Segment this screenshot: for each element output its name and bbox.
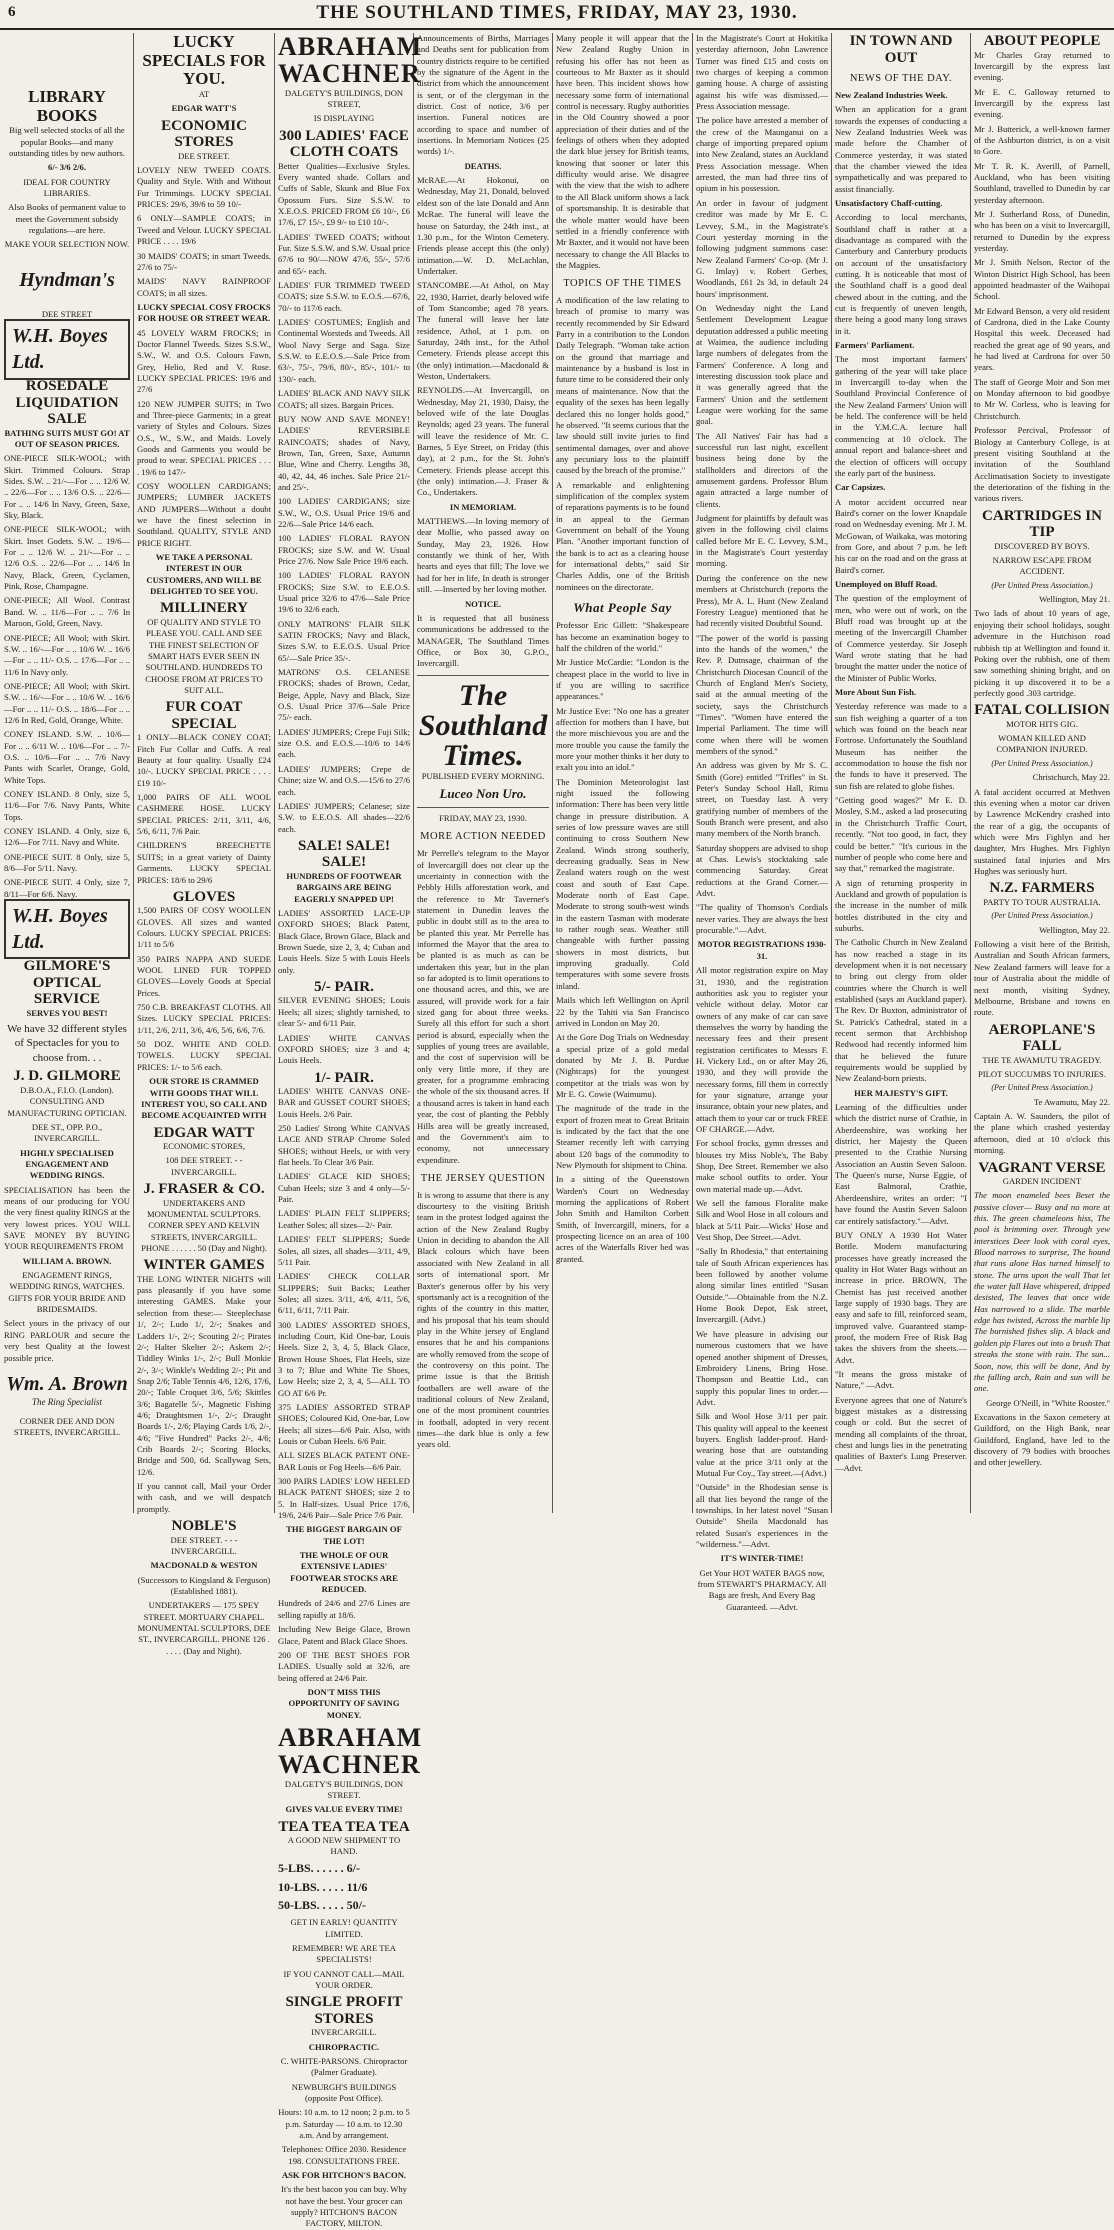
- wachner-address: DALGETY'S BUILDINGS, DON STREET.: [284, 1778, 404, 1800]
- listing: Hundreds of 24/6 and 27/6 Lines are selling rapidly at 18/6.: [278, 1598, 410, 1620]
- brown-logo: Wm. A. Brown The Ring Specialist: [6, 1372, 128, 1408]
- news-subhead: Unsatisfactory Chaff-cutting.: [835, 197, 943, 208]
- news-subhead: New Zealand Industries Week.: [835, 89, 948, 100]
- listing: 300 LADIES' ASSORTED SHOES, including Court, Kid One-bar, Louis Heels. Size 2, 3, 4, 5, Black Glace, Brown House Shoes, Flat Heels, size 3 to 7; Blue and White Tie Shoes, Low Heels; size 2, 3, 4, 5—ALL TO GO AT 6/6 Pr.: [278, 1319, 410, 1398]
- aeroplane-heading: AEROPLANE'S FALL: [988, 1021, 1096, 1055]
- memoriam-heading: IN MEMORIAM.: [449, 501, 517, 512]
- column-6: [696, 33, 828, 1612]
- listing: ONE-PIECE; All Wool; with Skirt. S.W. .. 16/-—For .. .. 10/6 W. .. 16/6—For .. .. 11/- O.S. .. 18/6—For .. .. 12/6 In Red, Gold, Orange, White.: [4, 680, 130, 725]
- advert-text: All motor registration expire on May 31, 1930, and the registration authorities ask you to register your vehicle without delay. Motor car owners of any make of car can save themselves the worry by handing the necessary fees and their present registration certificates to Messrs F. H. Vickery Ltd., on or after May 26, 1930, and they will provide the necessary forms, fill them in correctly for your signature, arrange your insurance, obtain your new plates, and attach them to your car or truck FREE OF CHARGE.—Advt.: [696, 965, 828, 1134]
- single-profit-heading: SINGLE PROFIT STORES: [285, 1994, 403, 2027]
- poem-text: The moon enameled bees Beset the passive clover— Busy and no more at this. The green chameleons hiss, The pool is brimming over. Through yew interstices Deer look with coral eyes, Blood narrows to surprise, The hound that runs alone Has turned himself to stone. The urns upon the wall That let the water fall Have whispered, dripped desisted, The leaves that once wide Has narrowed to a slide. The marble edge has twisted, Across the marble lip The burnished fishes slip. A black and golden pip Flares out into a brush That streaks the stone with rain. The sun... Soon, now, this will be done, And by the falling arch, Rain and sun will be one.: [974, 1190, 1110, 1394]
- listing: ONE-PIECE SUIT. 4 Only, size 7, 8/11—For 6/6. Navy.: [4, 877, 130, 899]
- brown-name: WILLIAM A. BROWN.: [22, 1255, 112, 1266]
- article-text: During the conference on the new members at Christchurch (reports the Press), Mr A. L. Hunt (New Zealand Forestry League) mentioned that he had recently visited Doubtful Sound.: [696, 572, 828, 629]
- library-country: IDEAL FOR COUNTRY LIBRARIES.: [23, 176, 111, 199]
- bacon-text: It's the best bacon you can buy. Why not have the best. Your grocer can supply? HITCHON'S BACON FACTORY, MILTON.: [281, 2184, 407, 2229]
- section-heading: DON'T MISS THIS OPPORTUNITY OF SAVING MONEY.: [288, 1686, 400, 1720]
- registrations-heading: MOTOR REGISTRATIONS 1930-31.: [697, 939, 827, 961]
- section-heading: THE WHOLE OF OUR EXTENSIVE LADIES' FOOTWEAR STOCKS ARE REDUCED.: [290, 1550, 398, 1595]
- advert-text: BUY ONLY A 1930 Hot Water Bottle. Modern manufacturing processes have greatly increased the quality in Hot Water Bags without an increase in price. BROWN, The Chemist has just received another large supply of 1930 bags. They are easy and safe to fill, reinforced seam, improved valve. Guaranteed stamp-proof, the modern Free of Risk Bag takes the shivers from the sheets.—Advt.: [835, 1229, 967, 1365]
- people-item: Mr Charles Gray returned to Invercargill by the express last evening.: [974, 49, 1110, 83]
- column-rule: [692, 33, 693, 1513]
- winter-call: If you cannot call, Mail your Order with cash, and we will despatch promptly.: [137, 1480, 271, 1514]
- article-text: A fatal accident occurred at Methven this evening when a motor car driven by Lawrence McKendry crashed into the rear of a gig, the occupants of which were Mrs Fighlyn and her daughter, Mrs Hughes. Mrs Fighlyn sustained fatal injuries and Mrs Hughes was seriously hurt.: [974, 786, 1110, 877]
- people-item: Mr E. C. Galloway returned to Invercargill by the express last evening.: [974, 86, 1110, 120]
- column-2: [137, 32, 271, 1656]
- advert-text: Learning of the difficulties under which the district nurse of Crathie, in Aberdeenshire, was working her district, her Majesty the Queen presented to the Crathie Nursing Association an Austin Seven Saloon. The Queen's nurse, Nurse Eggie, of East Balmoral, Crathie, Aberdeenshire, writes an order: "I have found the Austin Seven Saloon car entirely satisfactory."—Advt.: [835, 1102, 967, 1226]
- listing: 6 ONLY—SAMPLE COATS; in Tweed and Velour. LUCKY SPECIAL PRICE . . . . 19/6: [137, 213, 271, 247]
- article-text: According to local merchants, Southland chaff is rather at a disadvantage as compared with the Canterbury and Canterbury products on account of the unsatisfactory cutting. It is noticeable that most of the Southland chaff is a good deal chewed about in the cutting, and the cut is frequently of uneven length, there being a good many long straws in it.: [835, 212, 967, 336]
- aeroplane-sub: PILOT SUCCUMBS TO INJURIES.: [978, 1068, 1106, 1079]
- dateline: Christchurch, May 22.: [1032, 772, 1110, 783]
- price-callout: 5/- PAIR.: [314, 978, 374, 995]
- listing: SILVER EVENING SHOES; Louis Heels; all sizes; slightly tarnished, to clear 5/- and 6/11 Pair.: [278, 995, 410, 1029]
- cartridges-sub: NARROW ESCAPE FROM ACCIDENT.: [992, 554, 1092, 577]
- tea-remember: REMEMBER! WE ARE TEA SPECIALISTS!: [291, 1942, 396, 1965]
- article-text: The question of the employment of men, who were out of work, on the Bluff road was brought up at the meeting of the Invercargill Chamber of Commerce yesterday. Sir Joseph Ward wrote stating that he had brought the matter under the notice of the Minister of Public Works.: [835, 593, 967, 683]
- coats-heading: 300 LADIES' FACE CLOTH COATS: [279, 127, 409, 161]
- tea-price: 50-LBS. . . . . 50/-: [278, 1898, 367, 1913]
- sale-heading: SALE! SALE! SALE!: [297, 837, 391, 871]
- column-5: [556, 33, 689, 1515]
- jersey-text: It is wrong to assume that there is any discourtesy to the visiting British team in the protest lodged against the action of the New Zealand Rugby Union in deciding to abandon the All Black colours which have been associated with New Zealand in all sorts of international sport. Mr Baxter's generous offer by his very sportsmanly act is a recognition of the rights of the country in this matter, and his proposal that his team should play in the White jersey of England ensures that he and his companions are wholly removed from the scope of the controversy on this point. The prime issue is that the British footballers are well aware of the traditional colours of New Zealand, one of the most prominent countries in football, adopted in very recent times—the dark blue is only a few years old.: [417, 1189, 549, 1450]
- news-subhead: Unemployed on Bluff Road.: [835, 578, 938, 589]
- article-text: On Wednesday night the Land Settlement Development League deputation addressed a public meeting at Waimea, the audience including large numbers of delegates from the Farmers' Conference. A long and interesting discussion took place and it was generally agreed that the Farmers' Union and the settlement League were working for the same goal.: [696, 302, 828, 427]
- listing: 50 DOZ. WHITE AND COLD. TOWELS. LUCKY SPECIAL PRICES: 1/- to 5/6 each.: [137, 1039, 271, 1072]
- tea-early: GET IN EARLY! QUANTITY LIMITED.: [290, 1917, 398, 1939]
- article-text: A remarkable and enlightening simplification of the complex system of reparations payments is to be found in an appeal to the German Government on behalf of the Young Plan. "Another important function of the bank is to act as a clearing house for international debts," said Sir Charles Addis, one of the British nominees on the directorate.: [556, 479, 689, 592]
- millinery-text: OF QUALITY AND STYLE TO PLEASE YOU. CALL AND SEE THE FINEST SELECTION OF SMART HATS EVER SEEN IN SOUTHLAND. HUNDREDS TO CHOOSE FROM AT PRICES TO SUIT ALL.: [145, 616, 263, 696]
- advert-text: We have pleasure in advising our numerous customers that we have opened another shipment of Dresses, Embroidery Linens, Bring Hose. Thompson and Beattie Ltd., can supply this popular lines to order.—Advt.: [696, 1328, 828, 1407]
- town-heading: IN TOWN AND OUT: [849, 33, 953, 66]
- winter-text: Get Your HOT WATER BAGS now, from STEWART'S PHARMACY. All Bags are fresh, And Every Bag Guaranteed. —Advt.: [697, 1567, 827, 1612]
- article-text: A modification of the law relating to breach of promise to marry was recently recommended by Sir Edward Parry in a contribution to the London Daily Telegraph. "Woman take action on the ground that marriage and maintenance by a husband is lost in future time to be considered their only means of maintenance. Now that the equality of the sexes has been legally declared this no longer holds good," he observed. "It seems curious that the law should still invite juries to find sentimental damages, over and above any pecuniary loss to the plaintiff caused by the breach of the promise.": [556, 295, 689, 476]
- listing: LADIES' PLAIN FELT SLIPPERS; Leather Soles; all sizes—2/- Pair.: [278, 1208, 410, 1230]
- paper-masthead: The Southland Times.: [418, 678, 548, 772]
- listing: LADIES' ASSORTED LACE-UP OXFORD SHOES; Black Patent, Black Glace, Brown Glace, Black and Brown Suede, size 2, 3, 4; Cuban and Louis Heels. Size 5 with Louis Heels only.: [278, 907, 410, 975]
- listing: Better Qualities—Exclusive Styles. Every wanted shade. Collars and Cuffs of Sable, Skunk and Blue Fox Opossum Furs. Size S.S.W. to X.E.O.S. PRICED FROM £6 10/-, £6 17/6, £7 15/-, £9 9/- to £10 10/-.: [278, 160, 410, 228]
- listing: 750 C.B. BREAKFAST CLOTHS. All Sizes. LUCKY SPECIAL PRICES: 1/11, 2/6, 2/11, 3/6, 4/6, 5/6, 6/6, 7/6.: [137, 1002, 271, 1035]
- article-text: Following a visit here of the British, Australian and South African farmers, New Zealand farmers will leave for a tour of Australia about the middle of next month, visiting Sydney, Melbourne, Brisbane and towns en route.: [974, 939, 1110, 1018]
- news-subhead: Car Capsizes.: [835, 482, 886, 493]
- article-text: "The power of the world is passing into the hands of the women," the Rev. P. Dutnsage, chairman of the Christchurch Diocesan Council of the Church of England Men's Society, said at the annual meeting of the society, says the Christchurch "Times". "Women have entered the Imperial Parliament. The time will come when there will be women members of the synod.": [696, 632, 828, 756]
- article-text: A motor accident occurred near Baird's corner on the lower Knapdale road on Wednesday evening. Mr J. M. McGowan, of Waikaka, was motoring from Gore, and about 7 p.m. he left his car on the road and on the grass at Baird's corner.: [835, 496, 967, 575]
- aeroplane-sub: THE TE AWAMUTU TRAGEDY.: [982, 1054, 1102, 1065]
- article-text: Many people it will appear that the New Zealand Rugby Union in refusing his offer has not been as courteous to Mr Baxter as it should have been. This incident shows how necessary some form of international control is necessary. Rugby authorities in the Old Country showed a poor appreciation of their duties and of the feelings of others when they adopted the dark blue jersey for British teams, knowing that sooner or later this difficulty would arise. We disagree with the view that the wish to adhere to the All Black uniform shows a lack of sportsmanship. It is desirable that the whole matter would have been settled in a friendly conference with Mr Baxter, and it would not have been necessary to change the All Blacks to the Magpies.: [556, 33, 689, 270]
- chiro-hours: Hours: 10 a.m. to 12 noon; 2 p.m. to 5 p.m. Saturday — 10 a.m. to 12.30 a.m. And by arrangement.: [278, 2107, 410, 2141]
- chiro-name: C. WHITE-PARSONS. Chiropractor (Palmer Graduate).: [280, 2055, 408, 2078]
- section-heading: THE BIGGEST BARGAIN OF THE LOT!: [286, 1524, 402, 1546]
- listing: LADIES' FUR TRIMMED TWEED COATS; size S.S.W. to E.O.S.—67/6, 70/- to 117/6 each.: [278, 280, 410, 313]
- notice-heading: NOTICE.: [464, 598, 502, 609]
- people-item: Mr T. R. K. Averill, of Parnell, Auckland, who has been visiting Southland, travelled to Dunedin by car yesterday afternoon.: [974, 160, 1110, 205]
- listing: LADIES' CHECK COLLAR SLIPPERS; Suit Backs; Leather Soles; all sizes. 3/11, 4/6, 4/11, 5/6, 6/11, 6/11, 7/11 Pair.: [278, 1271, 410, 1316]
- article-text: In the Magistrate's Court at Hokitika yesterday afternoon, John Lawrence Turner was fined £15 and costs on two charges of keeping a common gaming house. A charge of assisting against his wife was dismissed.—Press Association message.: [696, 33, 828, 112]
- listing: LADIES' JUMPERS; Crepe Fuji Silk; size O.S. and E.O.S.—10/6 to 14/6 each.: [278, 726, 410, 760]
- news-heading: NEWS OF THE DAY.: [849, 73, 953, 84]
- people-item: Mr J. Sutherland Ross, of Dunedin, who has been on a visit to Invercargill, returned to Dunedin by the express yesterday.: [974, 208, 1110, 253]
- listing: 300 PAIRS LADIES' LOW HEELED BLACK PATENT SHOES; size 2 to 5. In Half-sizes. Usual Price 17/6, 19/6, 24/6 Pair—Sale Price 7/6 Pair.: [278, 1476, 410, 1521]
- editorial-heading: MORE ACTION NEEDED: [420, 831, 546, 843]
- births-notice: Announcements of Births, Marriages and Deaths sent for publication from country districts require to be certified by the signature of the Agent in the district from which the announcement is sent, or of the clergyman in the district. Cost of notice, 3/6 per insertion. Funeral notices are according to space and number of insertions. In Memoriam Notices (25 words) 1/-.: [417, 33, 549, 157]
- listing: 100 LADIES' FLORAL RAYON FROCKS; size S.W. and W. Usual Price 27/6. Now Sale Price 19/6 each.: [278, 533, 410, 566]
- column-rule: [274, 33, 275, 1513]
- press-credit: (Per United Press Association.): [991, 911, 1093, 921]
- dateline: Te Awamutu, May 22.: [1033, 1096, 1110, 1107]
- advert-text: Everyone agrees that one of Nature's biggest mistakes as a distressing cough or cold. But the secret of mending all complaints of the throat, chest and lungs lies in the penetrating qualities of Baxter's Lung Preserver.—Advt.: [835, 1394, 967, 1473]
- listing: LADIES' FELT SLIPPERS; Suede Soles, all sizes, all shades—3/11, 4/9, 5/11 Pair.: [278, 1234, 410, 1267]
- hyndmans-logo: Hyndman's: [19, 268, 115, 291]
- advert-text: For school frocks, gymn dresses and blouses try Miss Noble's, The Baby Shop, Dee Street. Remember we also make school outfits to order. Your own material made up.—Advt.: [696, 1138, 828, 1194]
- listing: CONEY ISLAND. 8 Only, size 5, 11/6—For 7/6. Navy Pants, White Tops.: [4, 788, 130, 822]
- listing: 120 NEW JUMPER SUITS; in Two and Three-piece Garments; in a great variety of Styles and Colours. Sizes O.S., W., S.W., and Maids. Lovely Goods and Garments you would be proud to wear. SPECIAL PRICES . . . . 19/6 to 147/-: [137, 398, 271, 477]
- column-8: [974, 33, 1110, 1515]
- people-item: The staff of George Moir and Son met on Monday afternoon to bid goodbye to Mr W. Corless, who is leaving for Christchurch.: [974, 376, 1110, 421]
- macdonald-sub: (Successors to Kingsland & Ferguson) (Established 1881).: [137, 1574, 271, 1596]
- tea-heading: TEA TEA TEA TEA: [278, 1818, 410, 1835]
- gilmore-name: J. D. GILMORE: [13, 1068, 121, 1085]
- gift-heading: HER MAJESTY'S GIFT.: [854, 1087, 948, 1098]
- listing: 30 MAIDS' COATS; in smart Tweeds. 27/6 to 75/-: [137, 250, 271, 272]
- listing: ALL SIZES BLACK PATENT ONE-BAR Louis or Fog Heels—6/6 Pair.: [278, 1450, 410, 1472]
- column-7: [835, 33, 967, 1515]
- listing: LADIES' GLACE KID SHOES; Cuban Heels; size 3 and 4 only—5/- Pair.: [278, 1171, 410, 1205]
- press-credit: (Per United Press Association.): [991, 1083, 1093, 1093]
- listing: CHILDREN'S BREECHETTE SUITS; in a great variety of Dainty Garments. LUCKY SPECIAL PRICES: 18/6 to 29/6: [137, 840, 271, 885]
- article-text: Excavations in the Saxon cemetery at Guildford, on the High Bank, near Guildford, England, have led to the discovery of 79 bodies with brooches and other jewellery.: [974, 1411, 1110, 1468]
- column-rule: [413, 33, 414, 1513]
- article-text: The police have arrested a member of the crew of the Maunganui on a charge of importing prepared opium into New Zealand, states an Auckland Press Association message. When arrested, the man had three tins of opium in his possession.: [696, 115, 828, 194]
- hyndmans-street: DEE STREET: [41, 308, 93, 319]
- people-item: Professor Percival, Professor of Biology at Canterbury College, is at present visiting Southland at the invitation of the Southland Acclimatisation Society to investigate the deterioration of the fishing in the various rivers.: [974, 425, 1110, 504]
- nobles-address: DEE STREET. - - - INVERCARGILL.: [170, 1534, 238, 1556]
- article-text: Mails which left Wellington on April 22 by the Tahiti via San Francisco arrived in London on May 20.: [556, 995, 689, 1028]
- fraser-heading: J. FRASER & CO.: [143, 1181, 265, 1198]
- listing: LADIES' BLACK AND NAVY SILK COATS; all sizes. Bargain Prices.: [278, 388, 410, 410]
- press-credit: (Per United Press Association.): [991, 758, 1093, 768]
- wachner-displaying: IS DISPLAYING: [313, 113, 375, 124]
- section-heading: WE TAKE A PERSONAL INTEREST IN OUR CUSTOMERS, AND WILL BE DELIGHTED TO SEE YOU.: [146, 552, 262, 597]
- page-title: THE SOUTHLAND TIMES, FRIDAY, MAY 23, 1930.: [316, 2, 798, 23]
- listing: LADIES' JUMPERS; Celanese; size S.W. to E.E.O.S. All shades—22/6 each.: [278, 800, 410, 834]
- watt-name: EDGAR WATT'S: [171, 103, 237, 114]
- listing: ONE-PIECE SILK-WOOL; with Skirt. Inset Godets. S.W. .. 19/6—For .. .. 12/6 W. .. 21/-—For .. .. 12/6 O.S. .. 22/6—For .. .. 14/6 In Navy, Black, Green, Cyclamen, Pink, Rose, Champagne.: [4, 524, 130, 592]
- cartridges-sub: DISCOVERED BY BOYS.: [994, 540, 1090, 551]
- macdonald-heading: MACDONALD & WESTON: [150, 1560, 258, 1571]
- motto: Luceo Non Uro.: [439, 785, 527, 801]
- listing: Including New Beige Glace, Brown Glace, Patent and Black Glace Shoes.: [278, 1624, 410, 1646]
- column-4: [417, 33, 549, 1515]
- listing: MAIDS' NAVY RAINPROOF COATS; in all sizes.: [137, 276, 271, 298]
- gilmore-styles: We have 32 different styles of Spectacles for you to choose from. . .: [7, 1022, 127, 1064]
- brown-address: CORNER DEE AND DON STREETS, INVERCARGILL.: [13, 1415, 121, 1438]
- column-rule: [831, 33, 832, 1513]
- listing: LADIES' WHITE CANVAS ONE-BAR and GUSSET COURT SHOES; Louis Heels. 2/6 Pair.: [278, 1086, 410, 1119]
- quote: Professor Eric Gillett: "Shakespeare has become an examination bogey to half the children of the world.": [556, 620, 689, 653]
- death-notice: REYNOLDS.—At Invercargill, on Wednesday, May 21, 1930, Daisy, the beloved wife of the late Douglas Reynolds; aged 23 years. The funeral will leave the residence of Mr. C. Barnes, 5 Eye Street, on Friday (this day), at 2 p.m., for the St. John's Cemetery. Friends please accept this (the only) intimation.—J. Fraser & Co., Undertakers.: [417, 385, 549, 498]
- listing: ONLY MATRONS' FLAIR SILK SATIN FROCKS; Navy and Black, Sizes S.W. to E.E.O.S. Usual Price 65/—Sale Price 35/-.: [278, 618, 410, 663]
- rosedale-heading: ROSEDALE LIQUIDATION SALE: [15, 378, 119, 428]
- what-people-heading: What People Say: [573, 600, 672, 616]
- listing: ONE-PIECE; All Wool. Contrast Band. W. .. 11/6—For .. .. 7/6 In Maroon, Gold, Green, Navy.: [4, 595, 130, 629]
- cartridges-heading: CARTRIDGES IN TIP: [982, 507, 1102, 541]
- vagrant-heading: VAGRANT VERSE: [978, 1159, 1106, 1176]
- gloves-heading: GLOVES: [172, 888, 236, 905]
- watt-street: 108 DEE STREET. - - INVERCARGILL.: [165, 1155, 243, 1177]
- wachner-address: DALGETY'S BUILDINGS, DON STREET,: [284, 87, 404, 109]
- advert-text: Silk and Wool Hose 3/11 per pair. This quality will appeal to the keenest buyers. English ladder-proof. Hard-wearing hose that are outstanding value at the price 3/11 only at the Mutual Fur Coy., Tay street.—(Advt.): [696, 1411, 828, 1478]
- listing: CONEY ISLAND. 4 Only, size 6, 12/6—For 7/11. Navy and White.: [4, 826, 130, 848]
- fur-heading: FUR COAT SPECIAL: [165, 699, 243, 732]
- article-text: The All Natives' Fair has had a successful run last night, excellent business being done by the stallholders and directors of the amusement gardens. Professor Blum again attracted a large number of clients.: [696, 430, 828, 509]
- memoriam-notice: MATTHEWS.—In loving memory of dear Mollie, who passed away on Sunday, May 23, 1926. How constantly we think of her, With hearts and eyes that fill; The love we had for her in life, In death is stronger still. —Inserted by her loving mother.: [417, 516, 549, 595]
- column-rule: [133, 33, 134, 1513]
- jersey-heading: THE JERSEY QUESTION: [420, 1172, 546, 1184]
- brown-select: Select yours in the privacy of our RING PARLOUR and secure the very best Quality at the lowest possible price.: [4, 1318, 130, 1363]
- article-text: In a sitting of the Queenstown Warden's Court on Wednesday morning the applications of Robert John Smith and Hamilton Corbett Smith, of Invercargill, miners, for a prospecting licence on an area of 100 acres of the Waterfalls River bed was granted.: [556, 1174, 689, 1264]
- death-notice: STANCOMBE.—At Athol, on May 22, 1930, Harriet, dearly beloved wife of Tom Stancombe; aged 78 years. The funeral will leave her late residence, Athol, at 1 p.m. on Saturday, 24th inst., for the Athol Cemetery. Friends please accept this (the only) intimation.—Macdonald & Weston, Undertakers.: [417, 280, 549, 381]
- people-item: Mr Edward Benson, a very old resident of Cardrona, died in the Lake County Hospital this week. Deceased had reached the great age of 90 years, and he had lived at Cardrona for over 50 years.: [974, 305, 1110, 373]
- page-number: 6: [8, 4, 16, 20]
- column-rule: [552, 33, 553, 1513]
- listing: MATRONS' O.S. CELANESE FROCKS; shades of Brown, Cedar, Beige, Apple, Navy and Black, Size O.S. Usual Price 37/6—Sale Price 75/- each.: [278, 667, 410, 723]
- lucky-heading: LUCKY SPECIALS FOR YOU.: [142, 32, 266, 89]
- listing: COSY WOOLLEN CARDIGANS; JUMPERS; LUMBER JACKETS AND JUMPERS—Without a doubt we have the finest selection in Southland. QUALITY, STYLE AND PRICE RIGHT.: [137, 481, 271, 548]
- economic-stores: ECONOMIC STORES: [161, 117, 247, 151]
- press-credit: (Per United Press Association.): [991, 580, 1093, 590]
- fraser-text: UNDERTAKERS AND MONUMENTAL SCULPTORS. CORNER SPEY AND KELVIN STREETS, INVERCARGILL. PHONE . . . . . . 50 (Day and Night).: [141, 1197, 267, 1253]
- fatal-sub: MOTOR HITS GIG.: [1006, 718, 1078, 729]
- listing: LADIES' WHITE CANVAS OXFORD SHOES; size 3 and 4; Louis Heels.: [278, 1032, 410, 1066]
- quote: Mr Justice Eve: "No one has a greater affection for mothers than I have, but the more mischievous you are and the more trouble you cause the family the more your mother thinks it her duty to exalt you into an idol.": [556, 705, 689, 773]
- winter-heading: WINTER GAMES: [143, 1257, 265, 1274]
- listing: ONE-PIECE SILK-WOOL; with Skirt. Trimmed Colours. Strap Sides. S.W. .. 21/-—For .. .. 12/6 W. .. 22/6—For .. .. 13/6 O.S. .. 22/6—For .. .. 14/6 In Navy, Green, Saxe, Sky, Black.: [4, 453, 130, 521]
- article-text: "Getting good wages?" Mr E. D. Mosley, S.M., asked a lad prosecuting in the Christchurch Traffic Court, recently. "Not too good, in fact, they could be better." "It's curious in the number of people who come here and say that," remarked the magistrate.: [835, 795, 967, 874]
- wachner-heading: ABRAHAM WACHNER: [278, 1722, 423, 1780]
- article-text: A sign of returning prosperity in Auckland and growth of population is the increase in the number of milk bottles distributed in the city and suburbs.: [835, 877, 967, 933]
- news-subhead: Farmers' Parliament.: [835, 340, 915, 351]
- topics-heading: TOPICS OF THE TIMES: [563, 278, 682, 290]
- dateline: Wellington, May 21.: [1039, 594, 1110, 605]
- article-text: The Dominion Meteorologist last night issued the following information: There has been very little change in pressure distribution. A series of low pressure waves are still continuing to cross Southern New Zealand. Winds strong southerly, decreasing gradually. Seas in New Zealand waters rough on the west coast and south of East Cape. Moderate north of East Cape. Moderate to strong south-west winds in the eastern Tasman with moderate to rather rough seas. Weather still changeable with further passing showers in most districts, but improving gradually. Cold temperatures with some severe frosts inland.: [556, 776, 689, 991]
- listing: ONE-PIECE; All Wool; with Skirt. S.W. .. 16/-—For .. .. 10/6 W. .. 16/6—For .. .. 11/- O.S. .. 17/6—For .. .. 11/6 In Navy only.: [4, 632, 130, 677]
- economic-stores: ECONOMIC STORES,: [163, 1141, 245, 1152]
- library-heading: LIBRARY BOOKS: [28, 87, 106, 125]
- wachner-heading: ABRAHAM WACHNER: [278, 32, 423, 89]
- rings-heading: HIGHLY SPECIALISED ENGAGEMENT AND WEDDING RINGS.: [20, 1147, 114, 1181]
- news-subhead: More About Sun Fish.: [835, 687, 917, 698]
- listing: LOVELY NEW TWEED COATS. Quality and Style. With and Without Fur Trimmings. LUCKY SPECIAL PRICES: 29/6, 39/6 to 59 10/-: [137, 165, 271, 210]
- bacon-heading: ASK FOR HITCHON'S BACON.: [281, 2170, 407, 2181]
- chiro-phone: Telephones: Office 2030. Residence 198. CONSULTATIONS FREE.: [281, 2144, 407, 2166]
- advert-text: "The quality of Thomson's Cordials never varies. They are always the best procurable."—Advt.: [696, 902, 828, 936]
- macdonald-text: UNDERTAKERS — 175 SPEY STREET. MORTUARY CHAPEL. MONUMENTAL SCULPTORS, DEE ST., INVERCARGILL. PHONE 126 . . . . . (Day and Night).: [137, 1600, 271, 1656]
- price-callout: 1/- PAIR.: [314, 1069, 374, 1086]
- listing: 45 LOVELY WARM FROCKS; in Doctor Flannel Tweeds. Sizes S.S.W., S.W., W. and O.S. Colours Fawn, Grey, Helio, Red and V. Rose. LUCKY SPECIAL PRICES: 19/6 and 27/6: [137, 327, 271, 395]
- listing: CONEY ISLAND. S.W. .. 10/6—For .. .. 6/11 W. .. 10/6—For .. .. 7/- O.S. .. 10/6—For .. .. 7/6 Navy Pants with Scarlet, Orange, Gold, White Tops.: [4, 729, 130, 785]
- library-selection: MAKE YOUR SELECTION NOW.: [4, 239, 130, 250]
- millinery-heading: MILLINERY: [160, 600, 248, 617]
- editorial-text: Mr Perrelle's telegram to the Mayor of Invercargill does not clear up the uncertainty in connection with the Pebbly Hills afforestation work, and the reference to Mr Taverner's statement in Dunedin leaves the public in doubt still as to the area to be planted this year. Mr Perrelle has informed the Mayor that the area to be planted is as much as can be undertaken this year, but in the plan so far adopted is to limit operations to one thousand acres, and this, we are assured, will provide work for a fair sized gang for about three weeks. Surely all this effort for such a short period is absurd, especially when the supplies of young trees are available, and the cost of supervision will be only very little more, if they are greater, for a programme embracing the whole of the six thousand acres. If a thousand acres is taken in hand each year, the cost of planting the Pebbly Hills area will be greatly increased, and the Government's aim to economy, not unnecessary expenditure.: [417, 848, 549, 1165]
- listing: LADIES' COSTUMES; English and Continental Worsteds and Tweeds. All Wool Navy Serge and Saga. Size S.S.W. to E.E.O.S.—Sale Price from 63/-, 75/-, 79/6, 80/-, 85/-, 101/- to 130/- each.: [278, 317, 410, 384]
- watt-street: DEE STREET.: [178, 150, 230, 161]
- people-item: Mr J. Butterick, a well-known farmer of the Ashburton district, is on a visit to Gore.: [974, 123, 1110, 157]
- listing: 100 LADIES' CARDIGANS; size S.W., W., O.S. Usual Price 19/6 and 22/6—Sale Price 14/6 each.: [278, 496, 410, 529]
- gilmore-serves: SERVES YOU BEST!: [26, 1007, 108, 1018]
- listing: ONE-PIECE SUIT. 8 Only, size 5, 8/6—For 5/11. Navy.: [4, 851, 130, 874]
- poem-title: GARDEN INCIDENT: [1002, 1176, 1082, 1186]
- gilmore-address: DEE ST., OPP. P.O., INVERCARGILL.: [31, 1121, 103, 1144]
- advert-text: Saturday shoppers are advised to shop at Chas. Lewis's stocktaking sale commencing Saturday. Great reductions at the Grand Corner.—Advt.: [696, 842, 828, 899]
- listing: 1,000 PAIRS OF ALL WOOL CASHMERE HOSE. LUCKY SPECIAL PRICES: 2/11, 3/11, 4/6, 5/6, 6/11, 7/6 Pair.: [137, 792, 271, 837]
- winter-text: THE LONG WINTER NIGHTS will pass pleasantly if you have some interesting GAMES. Make your selection from these:— Steeplechase 1/, 2/-; Ludo 1/, 2/-; Snakes and Ladders 1/-, 2/-; Scouting 2/-; Pirates 2/-; Halter Skelter 2/-; Askem 2/-; Tiddley Winks 1/-, 2/-; Bull Monkie 2/-, 3/-; Winkle's Wedding 2/-; Pit and Snap 2/6; Table Tennis 4/6, 12/6, 17/6, 20/-; Table Croquet 3/6, 5/6; Skittles 3/6; Bagatelle 5/-, Magnetic Fishing 4/6; Draughtsmen 1/-, 2/-; Draught Boards 1/-, 2/6; Playing Cards 1/6, 2/-, 4/6; "Five Hundred" Packs 2/-, 4/6; Crib Boards 2/-; Scoring Blocks, Bridge and 500, 6d. Scallywag Sets, 12/6.: [137, 1273, 271, 1477]
- section-heading: OUR STORE IS CRAMMED WITH GOODS THAT WILL INTEREST YOU, SO CALL AND BECOME ACQUAINTED WITH: [141, 1076, 267, 1121]
- listing: 200 OF THE BEST SHOES FOR LADIES. Usually sold at 32/6, are being offered at 24/6 Pair.: [278, 1649, 410, 1683]
- advert-text: We sell the famous Floralite make Silk and Wool Hose in all colours and black at 5/11 Pair.—Wicks' Hose and Vest Shop, Dee Street.—Advt.: [696, 1198, 828, 1243]
- library-text: Big well selected stocks of all the popular Books—and many outstanding titles by new authors.: [9, 125, 125, 159]
- boyes-logo: W.H. Boyes Ltd.: [4, 326, 130, 372]
- gilmore-heading: GILMORE'S OPTICAL SERVICE: [23, 958, 111, 1008]
- listing: 375 LADIES' ASSORTED STRAP SHOES; Coloured Kid, One-bar, Low Heels; all sizes—6/6 Pair. Also, with Louis or Cuban Heels. 6/6 Pair.: [278, 1401, 410, 1446]
- poem-credit: George O'Neill, in "White Rooster.": [986, 1397, 1110, 1408]
- tea-price: 5-LBS. . . . . . 6/-: [278, 1860, 361, 1875]
- notice-text: It is requested that all business communications be addressed to the MANAGER, The Southland Times Office, or Box 30, G.P.O., Invercargill.: [417, 612, 549, 669]
- article-text: Judgment for plaintiffs by default was given in the following civil claims called before Mr E. C. Levvey, S.M., in the Magistrate's Court yesterday morning.: [696, 513, 828, 569]
- editorial-date: FRIDAY, MAY 23, 1930.: [439, 813, 527, 824]
- listing: BUY NOW AND SAVE MONEY! LADIES' REVERSIBLE RAINCOATS; shades of Navy, Brown, Tan, Green, Saxe, Autumn Blue, Wine and Cherry. Lengths 38, 40, 42, 44, 46 inches. Sale Price 21/- and 25/-.: [278, 413, 410, 492]
- listing: 1 ONLY—BLACK CONEY COAT; Fitch Fur Collar and Cuffs. A real Beauty at four quality. Usually £24 10/-. LUCKY SPECIAL PRICE . . . . £19 10/-: [137, 732, 271, 788]
- article-text: At the Gore Dog Trials on Wednesday a special prize of a gold medal donated by Mr J. B. Purdue (Nightcaps) for the youngest competitor at the trials was won by Mr E. G. Cowie (Waimumu).: [556, 1032, 689, 1099]
- rings-text: SPECIALISATION has been the means of our producing for YOU the very finest quality RINGS at the very lowest prices. YOU WILL SAVE MONEY BY BUYING YOUR REQUIREMENTS FROM: [4, 1184, 130, 1252]
- winter-heading: IT'S WINTER-TIME!: [720, 1553, 804, 1564]
- article-text: The Catholic Church in New Zealand has now reached a stage in its development when it is not necessary to bring out clergy from older countries where the Church is well established (says an Auckland paper). The Rev. Dr Buxton, administrator of St. Patrick's Cathedral, stated in a recent sermon that Archbishop Redwood had recently informed him that he believed the future requirements would be supplied by New Zealand-born priests.: [835, 937, 967, 1084]
- advert-text: "Outside" in the Rhodesian sense is all that lies beyond the range of the townships. In her latest novel "Susan Outside" Sheila Macdonald has related Susan's experiences in the "wilderness."—Advt.: [696, 1482, 828, 1549]
- published-line: PUBLISHED EVERY MORNING.: [421, 770, 545, 781]
- listing: 1,500 PAIRS OF COSY WOOLLEN GLOVES. All sizes and wanted Colours. LUCKY SPECIAL PRICES: 1/11 to 5/6: [137, 905, 271, 950]
- section-heading: LUCKY SPECIAL COSY FROCKS FOR HOUSE OR STREET WEAR.: [137, 301, 271, 324]
- dateline: Wellington, May 22.: [1039, 924, 1110, 935]
- article-text: Two lads of about 10 years of age, enjoying their school holidays, sought adventure in the Hutchison road rubbish tip at Wellington and found it. Poking over the rubbish, one of them saw something shining bright, and on picking it up discovered it to be a perfectly good .303 cartridge.: [974, 608, 1110, 698]
- column-rule: [970, 33, 971, 1513]
- column-1: [4, 33, 130, 1515]
- column-3: [278, 32, 423, 2229]
- section-heading: HUNDREDS OF FOOTWEAR BARGAINS ARE BEING EAGERLY SNAPPED UP!: [286, 870, 402, 904]
- masthead: [0, 0, 1114, 30]
- swimsuits-heading: BATHING SUITS MUST GO! AT OUT OF SEASON PRICES.: [4, 427, 130, 449]
- single-profit-address: INVERCARGILL.: [311, 2027, 377, 2038]
- article-text: An address was given by Mr S. C. Smith (Gore) entitled "Trifles" in St. Peter's Sunday School Hall, Rimu street, on Tuesday last. A very gratifying number of members of the South Branch were present, and also many members of the North branch.: [696, 760, 828, 839]
- fatal-heading: FATAL COLLISION: [974, 702, 1110, 719]
- gilmore-quals: D.B.O.A., F.I.O. (London). CONSULTING AND MANUFACTURING OPTICIAN.: [7, 1084, 127, 1118]
- fatal-sub: WOMAN KILLED AND COMPANION INJURED.: [996, 733, 1088, 755]
- article-text: When an application for a grant towards the expenses of conducting a New Zealand Industries Week was made before the Chamber of Commerce yesterday, it was stated that the chamber viewed the idea sympathetically and was prepared to assist financially.: [835, 104, 967, 194]
- listing: 350 PAIRS NAPPA AND SUEDE WOOL LINED FUR TOPPED GLOVES—Lovely Goods at Special Prices.: [137, 953, 271, 998]
- article-text: The most important farmers' gathering of the year will take place in Invercargill to-day when the Southland Provincial Conference of the New Zealand Farmers' Union will be held. The conference will be held in the Y.M.C.A. lecture hall commencing at 10 o'clock. The annual report and balance-sheet and the election of officers will occupy the early part of the business.: [835, 354, 967, 478]
- boyes-logo: W.H. Boyes Ltd.: [4, 906, 130, 952]
- tea-price: 10-LBS. . . . . 11/6: [278, 1879, 368, 1894]
- wachner-value: GIVES VALUE EVERY TIME!: [285, 1804, 403, 1815]
- listing: 250 Ladies' Strong White CANVAS LACE AND STRAP Chrome Soled SHOES; without Heels, or with very flat heels. To Clear 3/6 Pair.: [278, 1123, 410, 1168]
- article-text: An order in favour of judgment creditor was made by Mr E. C. Levvey, S.M., in the Magistrate's Court yesterday morning in the following judgment summons case: New Zealand Farmers' Co-op. (Mr J. G. Imlay) v. Robert Gerbes, Woodlands, £61 2s 3d, in default 24 hours' imprisonment.: [696, 197, 828, 299]
- tea-cannot: IF YOU CANNOT CALL—MAIL YOUR ORDER.: [283, 1968, 405, 1990]
- quote: Mr Justice McCardie: "London is the cheapest place in the world to live in if you are willing to sacrifice appearances.": [556, 657, 689, 702]
- death-notice: McRAE.—At Hokonui, on Wednesday, May 21, Donald, beloved eldest son of the late Donald and Ann McRae. The funeral will leave the house on Saturday, the 24th inst., at 1.30 p.m., for the Winton Cemetery. Friends please accept this (the only) intimation.—W. D. McLachlan, Undertaker.: [417, 175, 549, 276]
- library-prices: 6/- 3/6 2/6.: [48, 162, 86, 173]
- listing: 100 LADIES' FLORAL RAYON FROCKS; Size S.W. to E.E.O.S. Usual price 32/6 to 47/6—Sale Price 19/6 to 32/6 each.: [278, 570, 410, 615]
- article-text: The magnitude of the trade in the export of frozen meat to Great Britain is indicated by the fact that the one Steamer recently left with carrying about 120 bags of the commodity to New Plymouth for shipment to China.: [556, 1103, 689, 1170]
- listing: LADIES' JUMPERS; Crepe de Chine; size W. and O.S.—15/6 to 27/6 each.: [278, 763, 411, 797]
- brown-rings: ENGAGEMENT RINGS, WEDDING RINGS, WATCHES. GIFTS FOR YOUR BRIDE AND BRIDESMAIDS.: [8, 1270, 126, 1315]
- deaths-heading: DEATHS.: [464, 160, 502, 171]
- watt-name: EDGAR WATT: [153, 1124, 255, 1141]
- advert-text: "It means the gross mistake of Nature," —Advt.: [835, 1368, 967, 1391]
- listing: LADIES' TWEED COATS; without Fur. Size S.S.W. and S.W. Usual price 67/6 to 90/—NOW 47/6, 55/-, 57/6 and 65/- each.: [278, 231, 410, 276]
- chiro-address: NEWBURGH'S BUILDINGS (opposite Post Office).: [291, 2081, 397, 2103]
- tea-shipment: A GOOD NEW SHIPMENT TO HAND.: [287, 1835, 401, 1857]
- people-item: Mr J. Smith Nelson, Rector of the Winton District High School, has been appointed headmaster of the Waihopai School.: [974, 257, 1110, 302]
- article-text: Captain A. W. Saunders, the pilot of the plane which crashed yesterday afternoon, died at 10 o'clock this morning.: [974, 1111, 1110, 1156]
- article-text: Yesterday reference was made to a sun fish weighing a quarter of a ton which was found on the beach near Fortrose. Unfortunately the Southland Museum has neither the accommodation to house the fish nor the funds to have it preserved. The sun fish are related to globe fishes.: [835, 701, 967, 791]
- farmers-heading: N.Z. FARMERS: [989, 880, 1095, 897]
- lucky-at: AT: [198, 89, 210, 100]
- farmers-sub: PARTY TO TOUR AUSTRALIA.: [983, 896, 1101, 907]
- library-permanent: Also Books of permanent value to meet the Government subsidy regulations—are here.: [8, 202, 126, 236]
- people-heading: ABOUT PEOPLE: [983, 33, 1101, 49]
- chiro-heading: CHIROPRACTIC.: [308, 2041, 380, 2052]
- nobles-heading: NOBLE'S: [171, 1518, 237, 1534]
- advert-text: "Sally In Rhodesia," that entertaining tale of South African experiences has been followed by another volume along similar lines entitled "Susan Outside."—Obtainable from the N.Z. Home Book Depot, Esk street, Invercargill. (Advt.): [696, 1246, 828, 1325]
